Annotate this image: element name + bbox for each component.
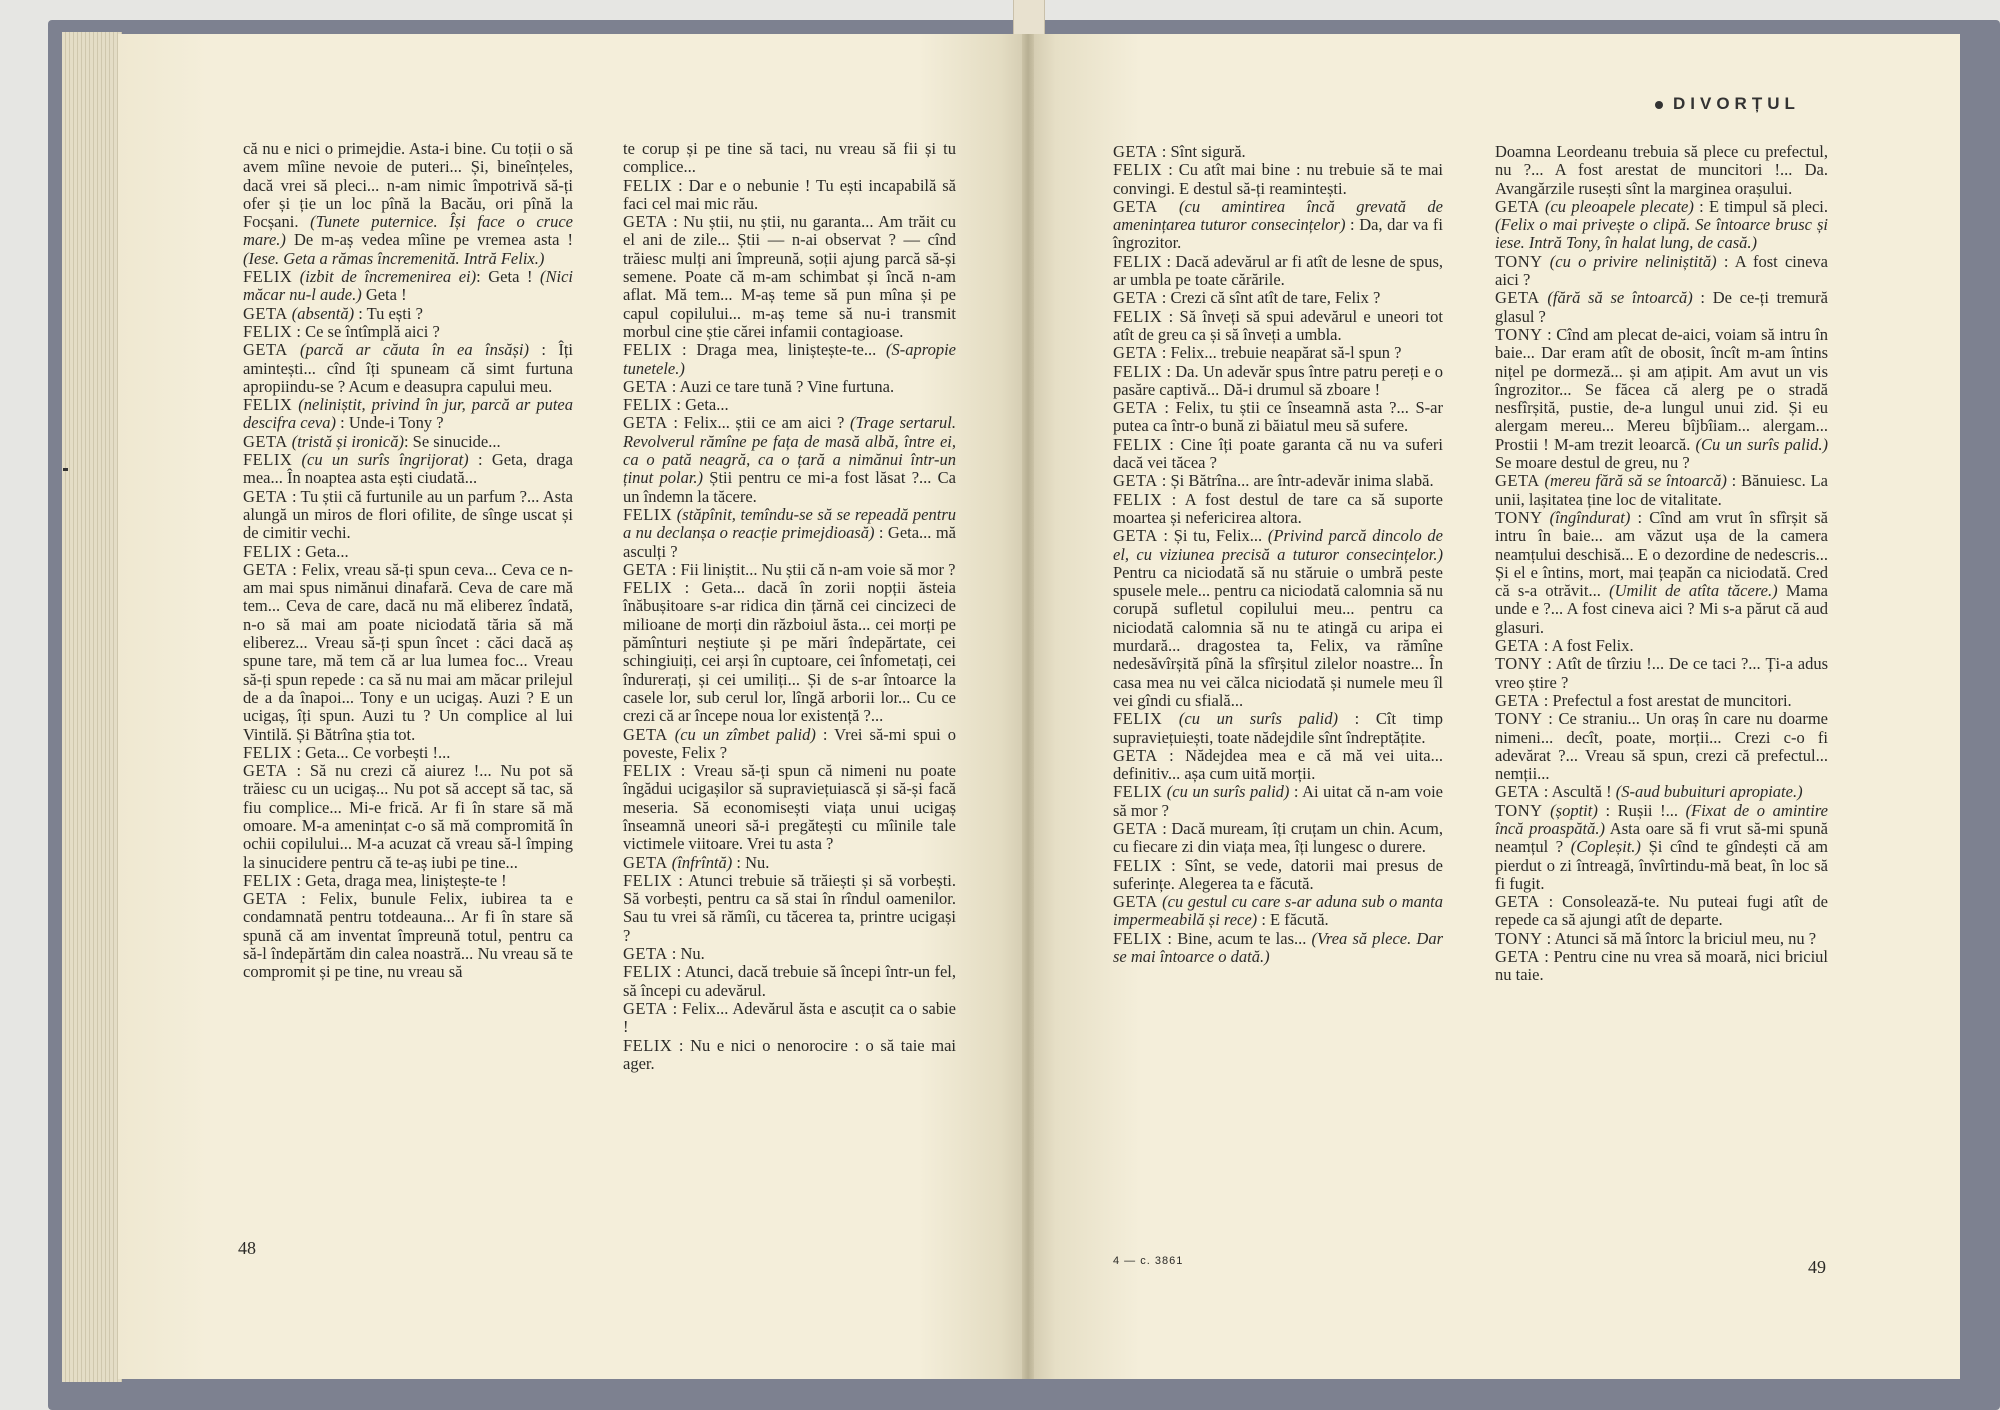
stage-direction: (stăpînit, temîndu-se să se repeadă pentru a nu declanșa o reacție primejdioasă)	[623, 504, 956, 543]
paragraph	[243, 341, 573, 396]
speaker-name: GETA	[1113, 196, 1158, 216]
paragraph	[1113, 161, 1443, 198]
dialogue-text: : Atunci, dacă trebuie să începi într-un fel, să începi cu adevărul.	[623, 962, 956, 1000]
paragraph	[243, 744, 573, 762]
dialogue-text: : Îți amintești... cînd îți spuneam că simt furtuna apropiindu-se ? Acum e deasupra capului meu.	[243, 340, 574, 396]
dialogue-text: : Cît timp supraviețuiești, toate nădejdile sînt îndreptățite.	[1113, 709, 1443, 747]
paragraph	[1113, 344, 1443, 362]
paragraph	[1113, 472, 1443, 490]
speaker-name: GETA	[1495, 196, 1540, 216]
dialogue-text: : Să înveți să spui adevărul e uneori tot atît de greu ca și să înveți a umbla.	[1113, 306, 1443, 344]
speaker-name: TONY	[1495, 928, 1543, 948]
stage-direction: (îngîndurat)	[1542, 507, 1631, 527]
dialogue-text: : Fii liniștit... Nu știi că n-am voie să mor ?	[667, 559, 956, 579]
speaker-name: GETA	[243, 559, 288, 579]
dialogue-text: : Ascultă !	[1539, 782, 1612, 802]
speaker-name: GETA	[623, 376, 668, 396]
paragraph	[1495, 655, 1828, 692]
speaker-name: FELIX	[623, 870, 673, 890]
dialogue-text: Mama unde e ?... A fost cineva aici ? Mi s-a părut că aud glasuri.	[1495, 581, 1828, 637]
paragraph	[1113, 857, 1443, 894]
speaker-name: GETA	[623, 998, 668, 1018]
speaker-name: GETA	[623, 852, 668, 872]
speaker-name: FELIX	[623, 504, 673, 524]
speaker-name: FELIX	[243, 395, 293, 415]
speaker-name: FELIX	[623, 395, 673, 415]
dialogue-text: : Vrei să-mi spui o poveste, Felix ?	[623, 724, 957, 762]
dialogue-text: : Atît de tîrziu !... De ce taci ?... Ți-a adus vreo știre ?	[1495, 654, 1828, 692]
dialogue-text: : Auzi ce tare tună ? Vine furtuna.	[667, 376, 895, 396]
paragraph	[623, 945, 956, 963]
speaker-name: GETA	[1113, 892, 1158, 912]
speaker-name: GETA	[1495, 892, 1540, 912]
paragraph	[243, 305, 573, 323]
paragraph	[623, 378, 956, 396]
paragraph	[1113, 783, 1443, 820]
text-column-1	[243, 140, 573, 982]
stage-direction: (tristă și ironică)	[287, 431, 404, 451]
book-gutter	[1022, 34, 1034, 1379]
stage-direction: (Vrea să plece. Dar se mai întoarce o dată.)	[1113, 928, 1443, 967]
paragraph	[1113, 143, 1443, 161]
text-column-3	[1113, 143, 1443, 966]
paragraph	[243, 433, 573, 451]
dialogue-text: : Prefectul a fost arestat de muncitori.	[1539, 690, 1792, 710]
speaker-name: GETA	[243, 431, 288, 451]
paragraph	[243, 451, 573, 488]
paragraph	[243, 268, 573, 305]
page-number-right: 49	[1808, 1257, 1826, 1277]
dialogue-text: : Atunci trebuie să trăiești și să vorbești. Să vorbești, pentru ca să stai în rîndul oamenilor. Sau tu vrei să rămîi, cu tăcerea ta, printre ucigași ?	[623, 870, 956, 945]
dialogue-text: : Să nu crezi că aiurez !... Nu pot să trăiesc cu un ucigaș... Nu pot să accept să tac, să fiu complice... Mi-e frică. Ar fi în stare să mă omoare. M-a amenințat c-o să mă compromită în ochii copilului... M-a acuzat că vreau să-l împing la sinucidere pentru că te-aș iubi pe tine...	[243, 761, 573, 872]
stage-direction: (Cu un surîs palid.)	[1690, 434, 1829, 454]
paragraph	[1113, 747, 1443, 784]
dialogue-text: : Ce straniu... Un oraș în care nu doarme nimeni... decît, poate, morții... Crezi c-o fi adevărat ?... Vreau să spun, crezi că prefectul... nemții...	[1495, 709, 1828, 784]
paragraph	[243, 890, 573, 981]
dialogue-text: : Cu atît mai bine : nu trebuie să te mai convingi. E destul să-ți reamintești.	[1113, 160, 1443, 198]
paragraph	[623, 872, 956, 945]
speaker-name: FELIX	[1113, 251, 1163, 271]
paragraph	[1113, 710, 1443, 747]
page-number-left: 48	[238, 1238, 256, 1258]
speaker-name: GETA	[1495, 288, 1540, 308]
dialogue-text: Asta oare să fi vrut să-mi spună neamțul ?	[1495, 818, 1828, 857]
speaker-name: GETA	[1495, 471, 1540, 491]
paragraph	[1495, 710, 1828, 783]
stage-direction: (Privind parcă dincolo de el, cu viziunea precisă a tuturor consecințelor.)	[1113, 526, 1443, 564]
paragraph	[243, 762, 573, 872]
bookmark-ribbon	[1013, 0, 1045, 34]
paragraph	[623, 762, 956, 853]
stage-direction: (fără să se întoarcă)	[1539, 288, 1693, 308]
speaker-name: FELIX	[243, 742, 293, 762]
speaker-name: GETA	[1113, 343, 1158, 363]
paragraph	[623, 561, 956, 579]
dialogue-text: : Felix... știi ce am aici ?	[667, 413, 845, 433]
speaker-name: GETA	[1113, 398, 1158, 418]
speaker-name: TONY	[1495, 800, 1543, 820]
paragraph	[623, 1000, 956, 1037]
paragraph	[243, 488, 573, 543]
dialogue-text: : Crezi că sînt atît de tare, Felix ?	[1157, 288, 1381, 308]
stage-direction: (cu un surîs palid)	[1162, 782, 1290, 802]
dialogue-text: Și cînd te gîndești că am pierdut o zi întreagă, învîrtindu-mă beat, în loc să fi fugit.	[1495, 837, 1828, 893]
paragraph	[1495, 930, 1828, 948]
paragraph	[623, 726, 956, 763]
dialogue-text: : Nu e nici o nenorocire : o să taie mai ager.	[623, 1035, 956, 1073]
stage-direction: (cu gestul cu care s-ar aduna sub o manta impermeabilă și rece)	[1113, 892, 1443, 930]
paragraph	[1495, 509, 1828, 637]
paragraph	[1113, 930, 1443, 967]
stage-direction: (Trage sertarul. Revolverul rămîne pe fața de masă albă, între ei, ca o pată neagră, ca o țară a nimănui într-un ținut polar.)	[623, 413, 957, 488]
paragraph	[1495, 289, 1828, 326]
speaker-name: FELIX	[1113, 489, 1163, 509]
dialogue-text: : E făcută.	[1257, 910, 1329, 930]
speaker-name: GETA	[1113, 288, 1158, 308]
dialogue-text: : Felix, bunule Felix, iubirea ta e condamnată pentru totdeauna... Ar fi în stare să spună că am inventat împreună totul, pentru ca să-l îndepărtăm din calea noastră... Nu vreau să te compromit și pe tine, nu vreau să	[243, 889, 573, 982]
dialogue-text: Geta !	[361, 285, 407, 305]
stage-direction: (Tunete puternice. Își face o cruce mare.)	[243, 212, 573, 250]
dialogue-text: : Nu.	[732, 852, 770, 872]
dialogue-text: Știi pentru ce mi-a fost lăsat ?... Ca un îndemn la tăcere.	[623, 468, 956, 506]
stage-direction: (Copleșit.)	[1563, 837, 1641, 857]
dialogue-text: : A fost Felix.	[1539, 636, 1634, 656]
dialogue-text: : Geta... Ce vorbești !...	[292, 742, 451, 762]
speaker-name: GETA	[243, 889, 288, 909]
page-edges	[62, 32, 122, 1382]
speaker-name: GETA	[1113, 526, 1158, 546]
speaker-name: GETA	[623, 944, 668, 964]
text-column-2	[623, 140, 956, 1073]
dialogue-text: : De ce-ți tremură glasul ?	[1495, 288, 1828, 326]
stage-direction: (Iese. Geta a rămas încremenită. Intră Felix.)	[243, 248, 545, 268]
dialogue-text: : Pentru cine nu vrea să moară, nici briciul nu taie.	[1495, 947, 1828, 985]
dialogue-text: : Tu ești ?	[354, 303, 423, 323]
speaker-name: GETA	[623, 559, 668, 579]
stage-direction: (cu o privire neliniștită)	[1542, 251, 1717, 271]
speaker-name: FELIX	[623, 761, 673, 781]
stage-direction: (parcă ar căuta în ea însăși)	[287, 340, 530, 360]
stage-direction: (cu un surîs palid)	[1162, 709, 1338, 729]
paragraph	[1495, 198, 1828, 253]
running-header	[1655, 94, 1800, 114]
speaker-name: GETA	[1495, 636, 1540, 656]
stage-direction: (Fixat de o amintire încă proaspătă.)	[1495, 800, 1828, 838]
continued-text: te corup și pe tine să taci, nu vreau să fii și tu complice...	[623, 139, 956, 177]
paragraph	[623, 963, 956, 1000]
dialogue-text: : Geta, draga mea, liniștește-te !	[292, 870, 507, 890]
dialogue-text: : Geta... mă asculți ?	[623, 523, 957, 561]
running-title: DIVORȚUL	[1673, 94, 1800, 113]
paragraph	[1113, 491, 1443, 528]
speaker-name: GETA	[1495, 690, 1540, 710]
speaker-name: FELIX	[1113, 160, 1163, 180]
paragraph	[1495, 783, 1828, 801]
speaker-name: GETA	[623, 413, 668, 433]
paragraph	[1113, 893, 1443, 930]
paragraph	[1113, 399, 1443, 436]
dialogue-text: : Dar e o nebunie ! Tu ești incapabilă să faci cel mai mic rău.	[623, 175, 956, 213]
margin-mark	[63, 468, 68, 471]
speaker-name: FELIX	[1113, 782, 1163, 802]
dialogue-text: : Se sinucide...	[403, 431, 501, 451]
speaker-name: FELIX	[1113, 306, 1163, 326]
text-column-4	[1495, 143, 1828, 985]
dialogue-text: : Felix... Adevărul ăsta e ascuțit ca o sabie !	[623, 998, 956, 1037]
paragraph	[1495, 692, 1828, 710]
continued-text: Doamna Leordeanu trebuia să plece cu prefectul, nu ?... A fost arestat de muncitori !... Da. Avangărzile rusești sînt la marginea orașului.	[1495, 142, 1828, 198]
dialogue-text: : A fost destul de tare ca să suporte moartea și nefericirea altora.	[1113, 489, 1443, 527]
paragraph	[1495, 326, 1828, 472]
speaker-name: FELIX	[623, 962, 673, 982]
paragraph	[1495, 143, 1828, 198]
paragraph	[1495, 893, 1828, 930]
dialogue-text: : Rușii !...	[1597, 800, 1679, 820]
paragraph	[623, 177, 956, 214]
dialogue-text: : Cînd am vrut în sfîrșit să intru în baie... am văzut ușa de la camera neamțului deschisă... E o dezordine de nedescris... Și el e întins, mort, mai țeapăn ca niciodată. Cred că s-a otrăvit...	[1495, 507, 1828, 601]
paragraph	[1113, 289, 1443, 307]
speaker-name: FELIX	[243, 541, 293, 561]
speaker-name: GETA	[243, 761, 288, 781]
stage-direction: (cu pleoapele plecate)	[1539, 196, 1694, 216]
dialogue-text: Se moare destul de greu, nu ?	[1495, 453, 1690, 473]
paragraph	[623, 341, 956, 378]
stage-direction: (cu un surîs îngrijorat)	[292, 450, 469, 470]
dialogue-text: : Geta... dacă în zorii nopții ăsteia înăbușitoare s-ar ridica din țărnă cei cincizeci de milioane de morți din războiul ăsta... cei morți pe pămînturi neștiute și pe mări îndepărtate, cei schingiuiți, cei arși în cuptoare, cei înfometați, cei îndurerați, și cei umiliți... Și de s-ar întoarce la casele lor, sub cerul lor, lîngă arborii lor... Cu ce crezi că ar începe noua lor existență ?...	[623, 578, 956, 726]
paragraph	[1495, 948, 1828, 985]
speaker-name: TONY	[1495, 324, 1543, 344]
continued-text: că nu e nici o primejdie. Asta-i bine. Cu toții o să avem mîine nevoie de puteri... Și, bineînțeles, dacă vrei să pleci... n-am nimic împotrivă să-ți ofer și ție un loc pînă la Bacău, ori pînă la Focșani.	[243, 139, 573, 232]
stage-direction: (Umilit de atîta tăcere.)	[1600, 581, 1778, 601]
stage-direction: (cu amintirea încă grevată de amenințarea tuturor consecințelor)	[1113, 196, 1443, 235]
stage-direction: (înfrîntă)	[667, 852, 733, 872]
speaker-name: GETA	[1113, 818, 1158, 838]
paragraph	[623, 213, 956, 341]
paragraph	[243, 561, 573, 744]
speaker-name: GETA	[243, 486, 288, 506]
paragraph	[1113, 253, 1443, 290]
dialogue-text: : Sînt, se vede, datorii mai presus de suferințe. Alegerea ta e făcută.	[1113, 855, 1443, 893]
paragraph	[243, 872, 573, 890]
dialogue-text: Pentru ca niciodată să nu stăruie o umbră peste spusele mele... pentru ca niciodată calomnia să nu corupă sufletul copilului meu... pentru ca niciodată calomnia să nu te atingă cu aripa ei murdară... dragostea ta, Felix, va rămîne nedesăvîrșită pînă la sfîrșitul zilelor noastre... În casa mea nu vei călca niciodată și numele meu îl vei gîndi cu sfială...	[1113, 562, 1443, 710]
dialogue-text: : Sînt sigură.	[1157, 142, 1246, 161]
paragraph	[1113, 198, 1443, 253]
speaker-name: GETA	[1495, 947, 1540, 967]
speaker-name: TONY	[1495, 654, 1543, 674]
paragraph	[1113, 436, 1443, 473]
stage-direction: (mereu fără să se întoarcă)	[1539, 471, 1727, 491]
speaker-name: FELIX	[1113, 361, 1163, 381]
speaker-name: FELIX	[623, 175, 673, 195]
speaker-name: GETA	[243, 340, 288, 360]
dialogue-text: : Felix... trebuie neapărat să-l spun ?	[1157, 343, 1402, 363]
dialogue-text: : Atunci să mă întorc la briciul meu, nu ?	[1542, 928, 1817, 948]
dialogue-text: : Geta, draga mea... În noaptea asta ești ciudată...	[243, 450, 574, 488]
speaker-name: TONY	[1495, 709, 1543, 729]
paragraph	[243, 543, 573, 561]
stage-direction: (neliniștit, privind în jur, parcă ar putea descifra ceva)	[243, 395, 573, 433]
paragraph	[623, 1037, 956, 1074]
dialogue-text: : Vreau să-ți spun că nimeni nu poate îngădui ucigașilor să supraviețuiască și să-și facă meseria. Să economisești viața unui ucigaș înseamnă uneori să-i pregătești cu mîinile tale victimele viitoare. Vrei tu asta ?	[623, 761, 956, 854]
dialogue-text: : Da. Un adevăr spus între patru pereți e o pasăre captivă... Dă-i drumul să zboare !	[1113, 361, 1443, 399]
bullet-icon	[1655, 101, 1663, 109]
speaker-name: GETA	[1113, 142, 1158, 161]
speaker-name: TONY	[1495, 251, 1543, 271]
speaker-name: GETA	[1495, 782, 1540, 802]
dialogue-text: : Cînd am plecat de-aici, voiam să intru în baie... Dar eram atît de obosit, încît m-am întins nițel pe dormeză... și am ațipit. Am avut un vis îngrozitor... Se făcea că alerg pe o stradă nesfîrșită, pustie, de-a lungul unui zid. Și eu alergam mereu... Mereu bîjbîiam... alergam... Prostii ! M-am trezit leoarcă.	[1495, 324, 1828, 454]
dialogue-text: : Da, dar va fi îngrozitor.	[1113, 215, 1443, 253]
stage-direction: (S-apropie tunetele.)	[623, 340, 956, 378]
paragraph	[1495, 472, 1828, 509]
speaker-name: FELIX	[623, 1035, 673, 1055]
dialogue-text: : Draga mea, liniștește-te...	[672, 340, 877, 360]
dialogue-text: : Nădejdea mea e că mă vei uita... definitiv... așa cum uită morții.	[1113, 745, 1443, 784]
stage-direction: (Felix o mai privește o clipă. Se întoarce brusc și iese. Intră Tony, în halat lung, de casă.)	[1495, 215, 1828, 253]
dialogue-text: : Geta...	[672, 395, 729, 415]
paragraph	[243, 323, 573, 341]
dialogue-text: : Geta...	[292, 541, 349, 561]
dialogue-text: : Felix, tu știi ce înseamnă asta ?... S-ar putea ca într-o bună zi băiatul meu să sufere.	[1113, 398, 1443, 436]
paragraph	[1495, 637, 1828, 655]
dialogue-text: : E timpul să pleci.	[1693, 196, 1828, 216]
speaker-name: FELIX	[1113, 928, 1163, 948]
paragraph	[243, 140, 573, 268]
paragraph	[243, 396, 573, 433]
paragraph	[1113, 363, 1443, 400]
dialogue-text: : Bănuiesc. La unii, lașitatea ține loc de vitalitate.	[1495, 471, 1828, 509]
speaker-name: GETA	[243, 303, 288, 323]
speaker-name: FELIX	[243, 267, 293, 287]
dialogue-text: : Felix, vreau să-ți spun ceva... Ceva ce n-am mai spus nimănui dinafară. Ceva de care mă tem... Ceva de care, dacă nu mă eliberez îndată, n-o să mai am poate niciodată tăria să mă eliberez... Vreau să-ți spun încet : căci dacă aș spune tare, mă tem că ar lua lumea foc... Vreau să-ți spun repede : ca să nu mai am măcar prilejul de a da înapoi... Tony e un ucigaș. Auzi ? E un ucigaș, îți spun. Auzi tu ? Un complice al lui Vintilă. Și Bătrîna știa tot.	[243, 559, 573, 744]
paragraph	[1495, 802, 1828, 893]
speaker-name: GETA	[1113, 471, 1158, 491]
paragraph	[623, 414, 956, 505]
dialogue-text: : Nu știi, nu știi, nu garanta... Am trăit cu el ani de zile... Știi — n-ai observat ? — cînd trăiesc mulți ani împreună, soții ajung parcă să-și semene. Poate că m-am schimbat și încă n-am aflat. Mă tem... M-aș teme să pun mîna și pe capul copilului... m-aș teme să nu-i transmit morbul cine știe cărei infamii contagioase.	[623, 212, 956, 341]
speaker-name: GETA	[623, 724, 668, 744]
dialogue-text: : A fost cineva aici ?	[1495, 251, 1828, 290]
stage-direction: (Nici măcar nu-l aude.)	[243, 267, 573, 305]
paragraph	[1495, 253, 1828, 290]
speaker-name: FELIX	[1113, 434, 1163, 454]
speaker-name: GETA	[1113, 745, 1158, 765]
dialogue-text: De m-aș vedea mîine pe vremea asta !	[285, 230, 573, 250]
speaker-name: FELIX	[623, 578, 673, 598]
dialogue-text: : Și tu, Felix...	[1157, 526, 1263, 546]
paragraph	[1113, 820, 1443, 857]
dialogue-text: : Geta !	[476, 267, 533, 287]
paragraph	[623, 854, 956, 872]
speaker-name: FELIX	[623, 340, 673, 360]
dialogue-text: : Unde-i Tony ?	[336, 413, 444, 433]
stage-direction: (S-aud bubuituri apropiate.)	[1611, 782, 1803, 802]
dialogue-text: : Și Bătrîna... are într-adevăr inima slabă.	[1157, 471, 1434, 491]
stage-direction: (izbit de încremenirea ei)	[292, 267, 477, 287]
paragraph	[623, 506, 956, 561]
speaker-name: GETA	[623, 212, 668, 232]
speaker-name: FELIX	[243, 321, 293, 341]
dialogue-text: : Tu știi că furtunile au un parfum ?... Asta alungă un miros de flori ofilite, de sînge uscat și de cimitir vechi.	[243, 486, 573, 543]
speaker-name: FELIX	[1113, 709, 1163, 729]
dialogue-text: : Cine îți poate garanta că nu va suferi dacă vei tăcea ?	[1113, 434, 1443, 473]
dialogue-text: : Nu.	[667, 944, 705, 964]
speaker-name: FELIX	[243, 870, 293, 890]
speaker-name: FELIX	[243, 450, 293, 470]
printer-signature: 4 — c. 3861	[1113, 1255, 1184, 1267]
stage-direction: (cu un zîmbet palid)	[667, 724, 816, 744]
dialogue-text: : Dacă muream, îți cruțam un chin. Acum, cu fiecare zi din viața mea, îți lungesc o durere.	[1113, 818, 1443, 857]
paragraph	[1113, 527, 1443, 710]
speaker-name: TONY	[1495, 507, 1543, 527]
dialogue-text: : Ai uitat că n-am voie să mor ?	[1113, 782, 1443, 820]
stage-direction: (șoptit)	[1542, 800, 1598, 820]
dialogue-text: : Consolează-te. Nu puteai fugi atît de repede ca să ajungi atît de departe.	[1495, 892, 1828, 930]
paragraph	[623, 396, 956, 414]
speaker-name: FELIX	[1113, 855, 1163, 875]
stage-direction: (absentă)	[287, 303, 355, 323]
dialogue-text: : Ce se întîmplă aici ?	[292, 321, 440, 341]
paragraph	[623, 579, 956, 725]
paragraph	[1113, 308, 1443, 345]
dialogue-text: : Bine, acum te las...	[1162, 928, 1307, 948]
dialogue-text: : Dacă adevărul ar fi atît de lesne de spus, ar umbla pe toate cărările.	[1113, 251, 1443, 290]
paragraph	[623, 140, 956, 177]
